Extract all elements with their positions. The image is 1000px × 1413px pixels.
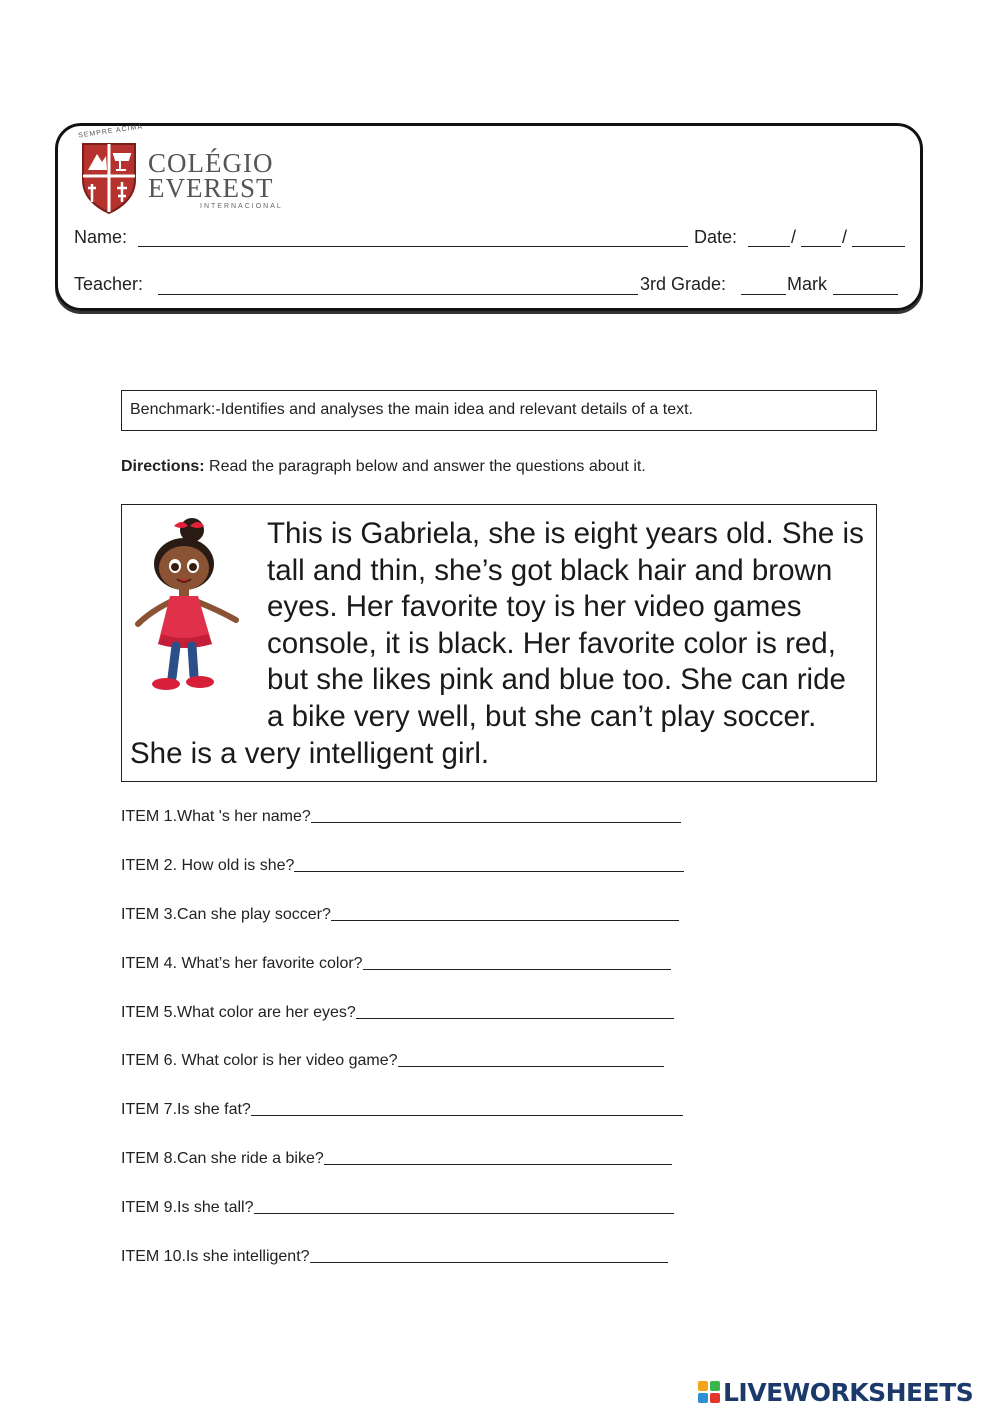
directions-text: Read the paragraph below and answer the questions about it. bbox=[204, 458, 646, 475]
directions-label: Directions: bbox=[121, 458, 205, 475]
mark-label: Mark bbox=[787, 274, 827, 294]
girl-illustration-icon bbox=[132, 516, 244, 696]
grade-label: 3rd Grade: bbox=[640, 274, 727, 294]
question-item-2: ITEM 2. How old is she? bbox=[121, 857, 684, 875]
date-year-input[interactable] bbox=[852, 246, 905, 247]
directions bbox=[121, 458, 646, 476]
logo-college-name: COLÉGIO bbox=[148, 148, 274, 178]
reading-paragraph: This is Gabriela, she is eight years old. She is tall and thin, she’s got black hair and brown eyes. Her favorite toy is her video games console, it is black. Her favorite color is red, but she likes pink and blue too. She can ride a bike very well, but she can’t play soccer. She is a very intelligent girl. bbox=[130, 517, 864, 770]
question-item-9: ITEM 9.Is she tall? bbox=[121, 1199, 674, 1217]
answer-input[interactable] bbox=[251, 1115, 683, 1116]
answer-input[interactable] bbox=[363, 969, 671, 970]
question-item-6: ITEM 6. What color is her video game? bbox=[121, 1052, 664, 1070]
logo-subtitle: INTERNACIONAL bbox=[200, 203, 283, 210]
teacher-input[interactable] bbox=[158, 294, 638, 295]
question-item-10: ITEM 10.Is she intelligent? bbox=[121, 1248, 668, 1266]
logo-school-name: EVEREST bbox=[148, 173, 274, 203]
question-item-7: ITEM 7.Is she fat? bbox=[121, 1101, 683, 1119]
question-item-4: ITEM 4. What’s her favorite color? bbox=[121, 955, 671, 973]
name-input[interactable] bbox=[138, 246, 688, 247]
answer-input[interactable] bbox=[254, 1213, 674, 1214]
answer-input[interactable] bbox=[311, 822, 681, 823]
answer-input[interactable] bbox=[324, 1164, 672, 1165]
answer-input[interactable] bbox=[310, 1262, 668, 1263]
date-month-input[interactable] bbox=[801, 246, 841, 247]
liveworksheets-logo-icon bbox=[697, 1380, 721, 1404]
school-shield-icon bbox=[80, 140, 138, 214]
answer-input[interactable] bbox=[294, 871, 684, 872]
logo-arc-text: SEMPRE ACIMA bbox=[77, 123, 144, 140]
teacher-label: Teacher: bbox=[74, 274, 144, 294]
date-separator: / bbox=[842, 227, 848, 247]
answer-input[interactable] bbox=[398, 1066, 664, 1067]
mark-input[interactable] bbox=[833, 294, 898, 295]
answer-input[interactable] bbox=[356, 1018, 674, 1019]
liveworksheets-brand bbox=[697, 1377, 973, 1407]
question-item-5: ITEM 5.What color are her eyes? bbox=[121, 1004, 674, 1022]
date-separator: / bbox=[791, 227, 797, 247]
date-day-input[interactable] bbox=[748, 246, 790, 247]
brand-text: LIVEWORKSHEETS bbox=[723, 1377, 974, 1407]
grade-input[interactable] bbox=[741, 294, 786, 295]
question-item-8: ITEM 8.Can she ride a bike? bbox=[121, 1150, 672, 1168]
question-item-3: ITEM 3.Can she play soccer? bbox=[121, 906, 679, 924]
answer-input[interactable] bbox=[331, 920, 679, 921]
benchmark-box: Benchmark:-Identifies and analyses the main idea and relevant details of a text. bbox=[121, 390, 877, 431]
name-label: Name: bbox=[74, 227, 128, 247]
date-label: Date: bbox=[694, 227, 738, 247]
question-item-1: ITEM 1.What 's her name? bbox=[121, 808, 681, 826]
